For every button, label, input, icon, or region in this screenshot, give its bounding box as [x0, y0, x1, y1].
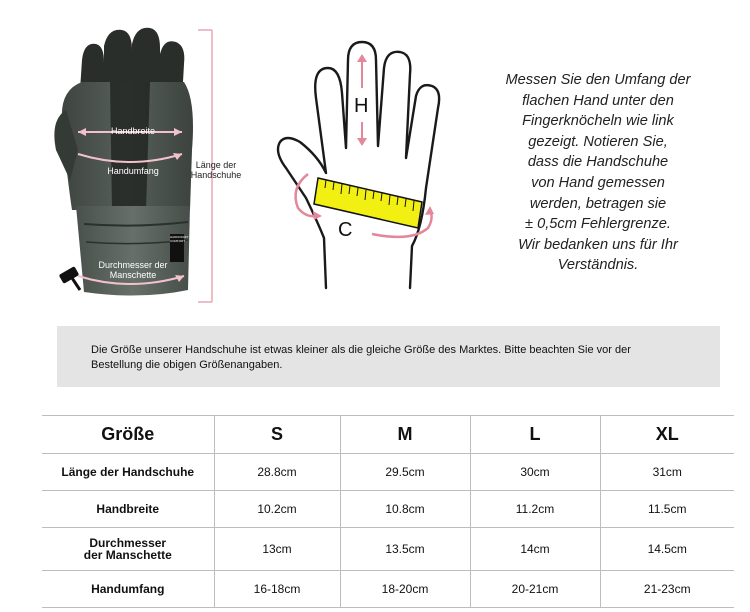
instruction-line: flachen Hand unter den: [522, 92, 674, 109]
row-label: Länge der Handschuhe: [61, 465, 195, 479]
table-row: [42, 528, 734, 571]
table-header-cell: L: [470, 416, 600, 454]
row-label: [42, 528, 214, 571]
brand-tag-line2: COMFORT: [170, 239, 186, 243]
durchmesser-label-line2: Manschette: [109, 270, 157, 280]
table-cell: 16-18cm: [214, 571, 340, 608]
table-row: [42, 454, 734, 491]
table-cell: 10.2cm: [214, 491, 340, 528]
height-label-H: H: [354, 95, 369, 117]
instruction-line: Wir bedanken uns für Ihr: [518, 236, 678, 253]
glove-image: [0, 20, 260, 310]
row-label: Handbreite: [96, 502, 160, 516]
instruction-line: von Hand gemessen: [531, 174, 665, 191]
row-label: Handumfang: [91, 582, 165, 596]
instruction-line: Fingerknöcheln wie link: [522, 113, 674, 130]
instruction-line: gezeigt. Notieren Sie,: [528, 133, 668, 150]
table-row: [42, 491, 734, 528]
laenge-label-line1: Länge der: [195, 160, 237, 170]
table-cell: 21-23cm: [600, 571, 734, 608]
table-cell: 18-20cm: [340, 571, 470, 608]
table-cell: 10.8cm: [340, 491, 470, 528]
table-header-cell: S: [214, 416, 340, 454]
table-cell: 20-21cm: [470, 571, 600, 608]
brand-tag: [170, 235, 189, 243]
table-cell: 13cm: [214, 528, 340, 571]
instruction-line: ± 0,5cm Fehlergrenze.: [525, 216, 671, 233]
durchmesser-label: [78, 260, 188, 280]
table-header-cell: M: [340, 416, 470, 454]
table-cell: 31cm: [600, 454, 734, 491]
table-cell: 29.5cm: [340, 454, 470, 491]
table-header-cell: XL: [600, 416, 734, 454]
measurement-instructions: [478, 70, 718, 276]
instruction-line: Messen Sie den Umfang der: [505, 72, 691, 88]
instruction-line: Verständnis.: [557, 257, 639, 274]
laenge-label-line2: Handschuhe: [190, 170, 242, 180]
hand-measure-diagram: [262, 38, 462, 300]
handumfang-label: Handumfang: [107, 166, 159, 176]
table-cell: 14cm: [470, 528, 600, 571]
circumference-label-C: C: [338, 219, 353, 241]
hand-outline-icon: [262, 38, 462, 300]
row-label-line2: der Manschette: [83, 548, 172, 562]
table-cell: 14.5cm: [600, 528, 734, 571]
table-row: [42, 571, 734, 608]
table-header-row: [42, 416, 734, 454]
row-label-line1: Durchmesser: [89, 536, 167, 550]
brand-tag-line1: HANDCRAFT: [170, 235, 189, 239]
table-cell: 11.5cm: [600, 491, 734, 528]
instruction-line: dass die Handschuhe: [527, 154, 669, 171]
table-cell: 11.2cm: [470, 491, 600, 528]
handbreite-label: Handbreite: [110, 126, 156, 136]
table-cell: 30cm: [470, 454, 600, 491]
table-cell: 13.5cm: [340, 528, 470, 571]
instruction-line: werden, betragen sie: [529, 195, 667, 212]
size-table: [42, 415, 734, 608]
size-notice: Die Größe unserer Handschuhe ist etwas kleiner als die gleiche Größe des Marktes. Bitte beachten Sie vor der Bestellung die obigen Größenangaben.: [57, 326, 720, 387]
durchmesser-label-line1: Durchmesser der: [98, 260, 168, 270]
table-cell: 28.8cm: [214, 454, 340, 491]
laenge-label: [184, 160, 248, 180]
table-header-cell: Größe: [101, 424, 155, 444]
